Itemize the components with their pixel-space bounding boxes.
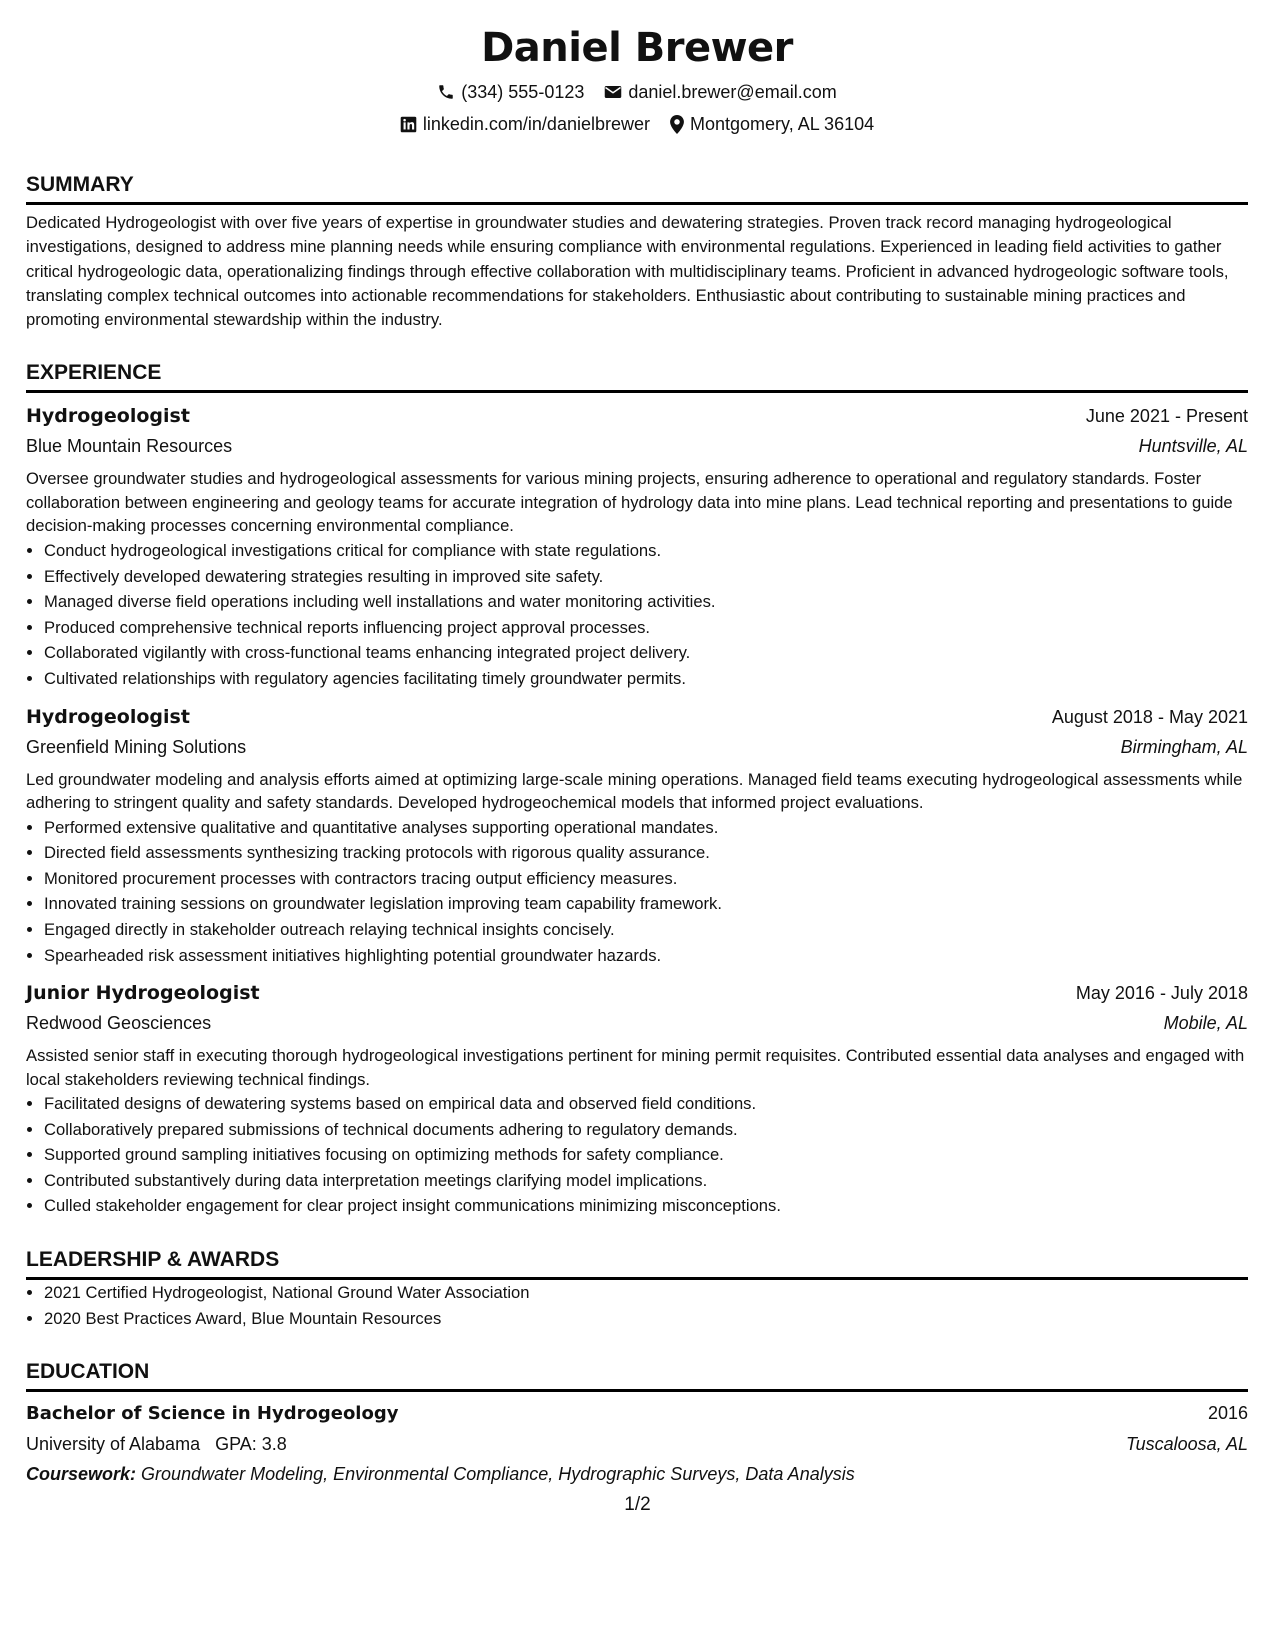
candidate-name: Daniel Brewer	[481, 25, 793, 71]
job-dates: June 2021 - Present	[1085, 406, 1248, 427]
section-title-education: EDUCATION	[26, 1359, 1248, 1392]
page-number: 1/2	[624, 1494, 651, 1515]
envelope-icon	[604, 84, 622, 100]
section-title-experience: EXPERIENCE	[26, 360, 1248, 393]
education-entry	[26, 1398, 1248, 1489]
section-title-summary: SUMMARY	[26, 172, 1248, 205]
job-description: Led groundwater modeling and analysis efforts aimed at optimizing large-scale mining operations. Managed field teams executing hydrogeological assessments while adhering to stringent quality and safety standards. Developed hydrogeochemical models that informed project evaluations.	[26, 769, 1243, 813]
degree: Bachelor of Science in Hydrogeology	[26, 1403, 399, 1425]
contact-linkedin[interactable]	[400, 112, 650, 136]
job-description: Assisted senior staff in executing thorough hydrogeological investigations pertinent for mining permit requisites. Contributed essential data analyses and engaged with local stakeholders reviewing technical findings.	[26, 1046, 1245, 1089]
list-item: • Cultivated relationships with regulatory agencies facilitating timely groundwater permits.	[44, 666, 1248, 692]
location-text: Montgomery, AL 36104	[690, 114, 875, 134]
job-entry	[26, 702, 1248, 969]
coursework-list: Groundwater Modeling, Environmental Compliance, Hydrographic Surveys, Data Analysis	[141, 1464, 855, 1485]
phone-text: (334) 555-0123	[461, 82, 585, 102]
job-company: Greenfield Mining Solutions	[26, 736, 247, 757]
list-item: • Monitored procurement processes with contractors tracing output efficiency measures.	[44, 866, 1248, 892]
linkedin-icon	[400, 116, 417, 133]
job-dates: May 2016 - July 2018	[1075, 983, 1248, 1004]
list-item: • Directed field assessments synthesizing tracking protocols with rigorous quality assurance.	[44, 840, 1248, 866]
list-item: • Conduct hydrogeological investigations critical for compliance with state regulations.	[44, 538, 1248, 564]
linkedin-text: linkedin.com/in/danielbrewer	[422, 114, 650, 134]
list-item: • Supported ground sampling initiatives focusing on optimizing methods for safety compliance.	[44, 1142, 1248, 1168]
coursework-label: Coursework:	[26, 1464, 137, 1485]
coursework	[26, 1459, 1248, 1489]
job-entry	[26, 978, 1248, 1219]
school-location: Tuscaloosa, AL	[1125, 1434, 1248, 1455]
awards-list	[26, 1280, 1248, 1331]
job-location: Mobile, AL	[1163, 1013, 1248, 1034]
section-title-awards: LEADERSHIP & AWARDS	[26, 1247, 1248, 1280]
summary-text: Dedicated Hydrogeologist with over five years of expertise in groundwater studies and dewatering strategies. Proven track record managing hydrogeological investigations, designed to address mine planning needs while ensuring compliance with environmental regulations. Experienced in leading field activities to gather critical hydrogeologic data, operationalizing findings through effective collaboration with multidisciplinary teams. Proficient in advanced hydrogeologic software tools, translating complex technical outcomes into actionable recommendations for stakeholders. Enthusiastic about contributing to sustainable mining practices and promoting environmental stewardship within the industry.	[26, 213, 1229, 330]
job-description: Oversee groundwater studies and hydrogeological assessments for various mining projects, ensuring adherence to operational and regulatory standards. Foster collaboration between engineering and geology teams for accurate integration of hydrology data into mine plans. Lead technical reporting and presentations to guide decision-making processes concerning environmental compliance.	[26, 469, 1233, 536]
resume-page	[26, 20, 1248, 1489]
list-item: • Collaboratively prepared submissions of technical documents adhering to regulatory demands.	[44, 1117, 1248, 1143]
list-item: • Performed extensive qualitative and quantitative analyses supporting operational mandates.	[44, 815, 1248, 841]
list-item: • Engaged directly in stakeholder outreach relaying technical insights concisely.	[44, 917, 1248, 943]
job-title: Hydrogeologist	[26, 705, 190, 728]
contact-email[interactable]	[604, 80, 836, 104]
phone-icon	[437, 83, 455, 101]
contact-row-1	[26, 80, 1248, 104]
job-location: Huntsville, AL	[1138, 436, 1248, 457]
list-item: • Collaborated vigilantly with cross-functional teams enhancing integrated project delivery.	[44, 640, 1248, 666]
job-company: Redwood Geosciences	[26, 1013, 212, 1034]
list-item: • Facilitated designs of dewatering systems based on empirical data and observed field conditions.	[44, 1091, 1248, 1117]
list-item: • Managed diverse field operations including well installations and water monitoring activities.	[44, 589, 1248, 615]
list-item: • 2021 Certified Hydrogeologist, National Ground Water Association	[44, 1280, 1248, 1306]
job-bullets	[26, 1091, 1248, 1219]
list-item: • Culled stakeholder engagement for clear project insight communications minimizing misconceptions.	[44, 1193, 1248, 1219]
map-pin-icon	[670, 115, 684, 134]
job-dates: August 2018 - May 2021	[1051, 706, 1248, 727]
list-item: • Produced comprehensive technical reports influencing project approval processes.	[44, 615, 1248, 641]
email-text: daniel.brewer@email.com	[628, 82, 837, 102]
graduation-year: 2016	[1207, 1403, 1248, 1424]
job-company: Blue Mountain Resources	[26, 436, 233, 457]
job-title: Junior Hydrogeologist	[26, 982, 260, 1005]
job-bullets	[26, 538, 1248, 692]
job-title: Hydrogeologist	[26, 405, 190, 428]
list-item: • Innovated training sessions on groundwater legislation improving team capability framework.	[44, 891, 1248, 917]
job-entry	[26, 401, 1248, 691]
list-item: • Effectively developed dewatering strategies resulting in improved site safety.	[44, 564, 1248, 590]
contact-location	[670, 112, 874, 136]
list-item: • Spearheaded risk assessment initiatives highlighting potential groundwater hazards.	[44, 943, 1248, 969]
contact-row-2	[26, 112, 1248, 136]
school-gpa: University of Alabama GPA: 3.8	[26, 1434, 287, 1455]
list-item: • 2020 Best Practices Award, Blue Mountain Resources	[44, 1306, 1248, 1332]
list-item: • Contributed substantively during data interpretation meetings clarifying model implications.	[44, 1168, 1248, 1194]
job-bullets	[26, 815, 1248, 969]
job-location: Birmingham, AL	[1120, 736, 1248, 757]
contact-phone	[437, 80, 584, 104]
